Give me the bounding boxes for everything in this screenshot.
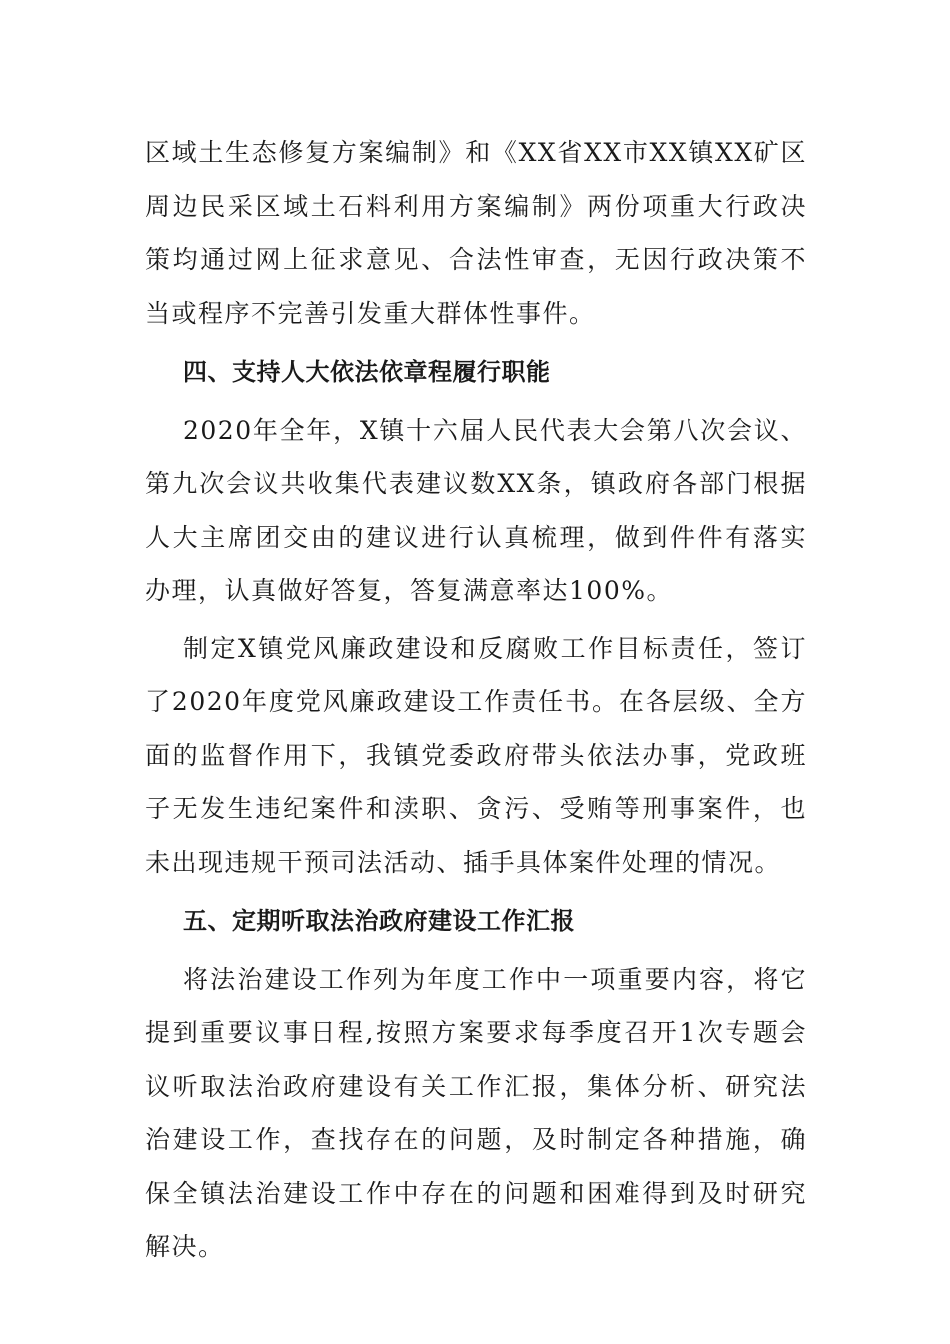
document-body [145,126,807,1274]
section-heading-5: 五、定期听取法治政府建设工作汇报 [183,907,575,935]
section-heading-4: 四、支持人大依法依章程履行职能 [183,358,551,386]
paragraph-continued: 区域土生态修复方案编制》和《XX省XX市XX镇XX矿区周边民采区域土石料利用方案编制》两份项重大行政决策均通过网上征求意见、合法性审查，无因行政决策不当或程序不完善引发重大群体性事件。 [145,138,807,328]
paragraph-npc: 2020年全年，X镇十六届人民代表大会第八次会议、第九次会议共收集代表建议数XX条，镇政府各部门根据人大主席团交由的建议进行认真梳理，做到件件有落实办理，认真做好答复，答复满意率达100%。 [145,415,807,605]
paragraph-reports: 将法治建设工作列为年度工作中一项重要内容，将它提到重要议事日程,按照方案要求每季度召开1次专题会议听取法治政府建设有关工作汇报，集体分析、研究法治建设工作，查找存在的问题，及时制定各种措施，确保全镇法治建设工作中存在的问题和困难得到及时研究解决。 [145,964,807,1261]
paragraph-integrity: 制定X镇党风廉政建设和反腐败工作目标责任，签订了2020年度党风廉政建设工作责任书。在各层级、全方面的监督作用下，我镇党委政府带头依法办事，党政班子无发生违纪案件和渎职、贪污、受贿等刑事案件，也未出现违规干预司法活动、插手具体案件处理的情况。 [145,633,807,877]
